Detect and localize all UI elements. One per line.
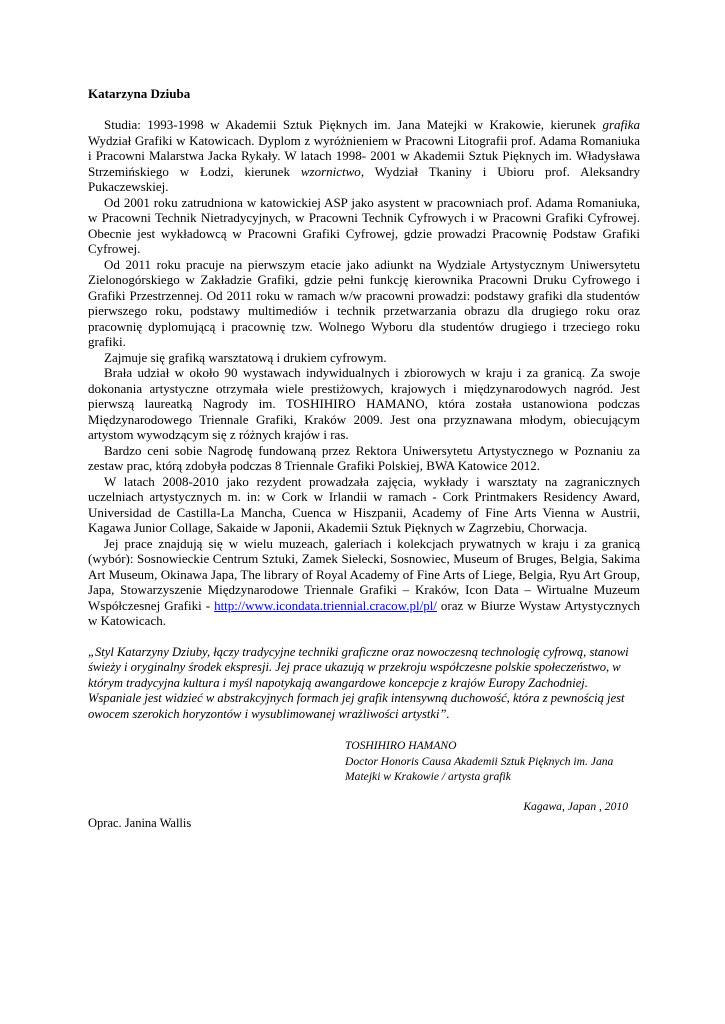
quote-block: „Styl Katarzyny Dziuby, łączy tradycyjne techniki graficzne oraz nowoczesną technologię cyfrową, stanowi świeży i oryginalny środek ekspresji. Jej prace ukazują w przekroju współczesne polskie społeczeństwo, w którym tradycyjna kultura i myśl napotykają awangardowe koncepcje z krajów Europy Zachodniej. Wspaniale jest widzieć w abstrakcyjnych formach jej grafik intensywną duchowość, która z pewnością jest owocem szerokich horyzontów i wysublimowanej wrażliwości artystki”. [88,644,629,721]
bio-paragraph-university: Od 2011 roku pracuje na pierwszym etacie jako adiunkt na Wydziale Artystycznym Uniwersytetu Zielonogórskiego w Zakładzie Grafiki, gdzie pełni funkcję kierownika Pracowni Druku Cyfrowego i Grafiki Przestrzennej. Od 2011 roku w ramach w/w pracowni prowadzi: podstawy grafiki dla studentów pierwszego roku, podstawy multimediów i technik przetwarzania obrazu dla drugiego roku oraz pracownię dyplomującą i pracownię tzw. Wolnego Wyboru dla studentów drugiego i trzeciego roku grafiki. [88,256,640,349]
place-date: Kagawa, Japan , 2010 [523,799,628,813]
bio-paragraph-exhibitions: Brała udział w około 90 wystawach indywidualnych i zbiorowych w kraju i za granicą. Za swoje dokonania artystyczne otrzymała wiele prestiżowych, krajowych i międzynarodowych nagród. Jest pierwszą laureatką Nagrody im. TOSHIHIRO HAMANO, która została ustanowiona podczas Międzynarodowego Triennale Grafiki, Kraków 2009. Jest ona przyznawana młodym, obiecującym artystom wywodzącym się z różnych krajów i ras. [88,365,640,442]
signature-name: TOSHIHIRO HAMANO [345,739,457,753]
document-page [88,86,640,831]
signature-title: Doctor Honoris Causa Akademii Sztuk Pięknych im. Jana Matejki w Krakowie / artysta grafik [345,754,614,784]
biography [88,117,640,629]
bio-paragraph-award: Bardzo ceni sobie Nagrodę fundowaną przez Rektora Uniwersytetu Artystycznego w Poznaniu za zestaw prac, którą zdobyła podczas 8 Triennale Grafiki Polskiej, BWA Katowice 2012. [88,442,640,473]
bio-paragraph-studies [88,117,640,195]
bio-italic-term: grafika [602,117,640,132]
bio-paragraph-asp: Od 2001 roku zatrudniona w katowickiej ASP jako asystent w pracowniach prof. Adama Romaniuka, w Pracowni Technik Nietradycyjnych, w Pracowni Technik Cyfrowych i w Pracowni Grafiki Cyfrowej. Obecnie jest wykładowcą w Pracowni Grafiki Cyfrowej, gdzie prowadzi Pracownię Podstaw Grafiki Cyfrowej. [88,194,640,256]
bio-italic-term: wzornictwo [300,163,361,179]
bio-paragraph-focus: Zajmuje się grafiką warsztatową i drukiem cyfrowym. [104,349,387,365]
bio-paragraph-residencies: W latach 2008-2010 jako rezydent prowadzała zajęcia, wykłady i warsztaty na zagranicznych uczelniach artystycznych m. in: w Cork w Irlandii w ramach - Cork Printmakers Residency Award, Universidad de Castilla-La Mancha, Cuenca w Hiszpanii, Academy of Fine Arts Vienna w Austrii, Kagawa Junior Collage, Sakaide w Japonii, Akademii Sztuk Pięknych w Zagrzebiu, Chorwacja. [88,473,640,535]
bio-text: Wydział Grafiki w Katowicach. Dyplom z wyróżnieniem w Pracowni Litografii prof. Adama Romaniuka i Pracowni Malarstwa Jacka Rykały. W latach 1998- 2001 w Akademii Sztuk Pięknych im. Władysława Strzemińskiego w Łodzi, kierunek [88,132,640,179]
bio-text: Jej prace znajdują się w wielu muzeach, galeriach i kolekcjach prywatnych w kraju i za granicą (wybór): Sosnowieckie Centrum Sztuki, Zamek Sielecki, Sosnowiec, Museum of Bruges, Belgia, Sakima Art Museum, Okinawa Japa, The library of Royal Academy of Fine Arts of Liege, Belgia, Ryu Art Group, Japa, Stowarzyszenie Międzynarodowe Triennale Grafiki – Kraków, Icon Data – Wirtualne Muzeum Współczesnej Grafiki - [88,535,640,613]
author-name: Katarzyna Dziuba [88,86,191,101]
prepared-by: Oprac. Janina Wallis [88,815,192,830]
icondata-link[interactable]: http://www.icondata.triennial.cracow.pl/pl/ [214,597,437,613]
signature-block [345,738,645,785]
bio-text: oraz w Biurze Wystaw Artystycznych w Katowicach. [88,597,641,628]
bio-text: , Wydział Tkaniny i Ubioru prof. Aleksandry Pukaczewskiej. [88,163,640,194]
bio-paragraph-collections [88,536,640,629]
bio-text: Studia: 1993-1998 w Akademii Sztuk Pięknych im. Jana Matejki w Krakowie, kierunek [104,117,603,132]
